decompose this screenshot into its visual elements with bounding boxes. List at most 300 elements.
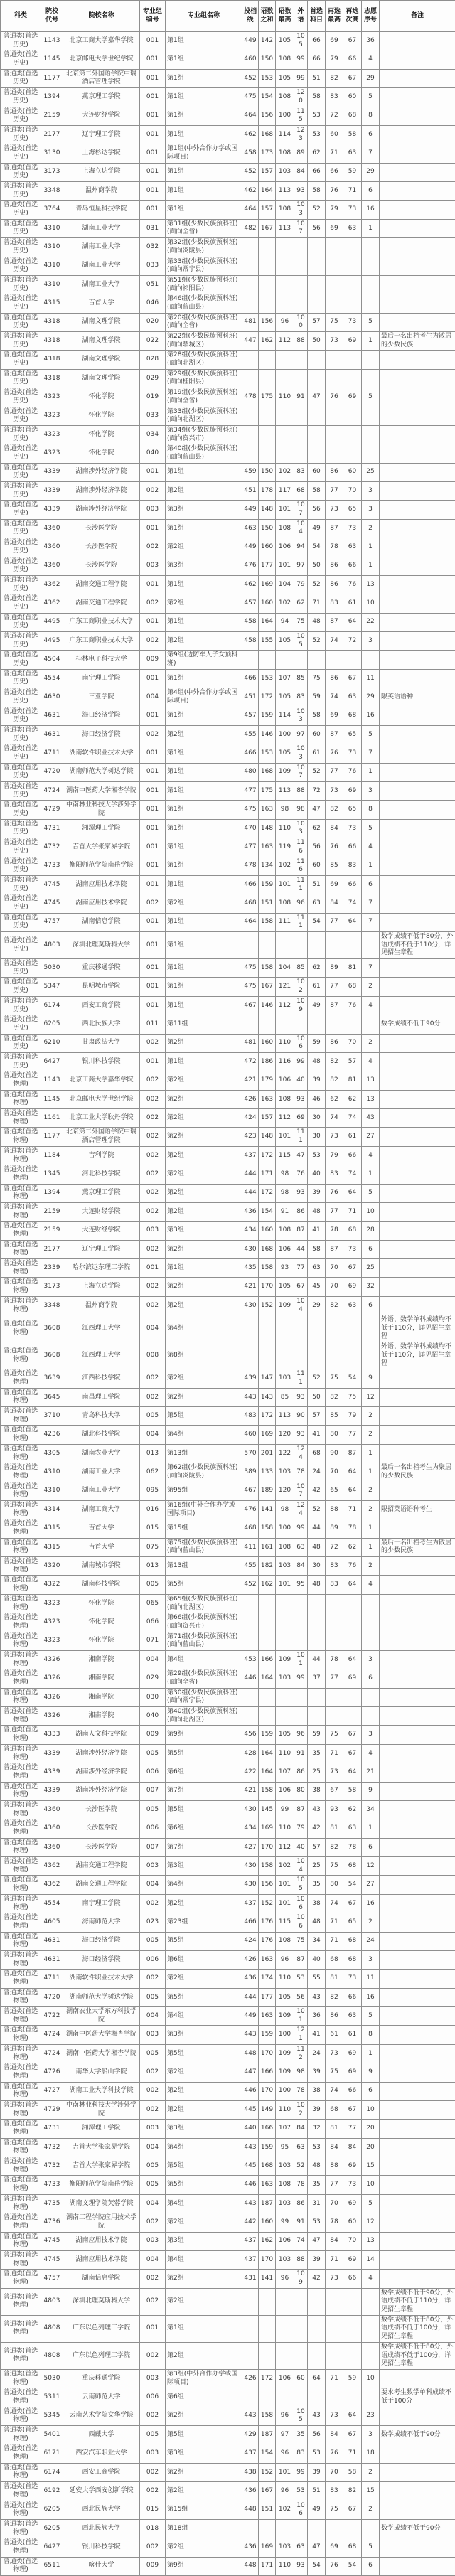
cell-first-subject-score: 35 [308, 1744, 326, 1763]
cell-chinese-math-max: 96 [276, 2444, 294, 2463]
cell-major-group-code: 022 [140, 332, 166, 351]
table-row [1, 88, 455, 107]
cell-admission-line: 445 [242, 2157, 259, 2176]
cell-first-subject-score: 35 [308, 2176, 326, 2194]
cell-college-code: 4630 [41, 688, 63, 707]
cell-remarks [380, 651, 455, 669]
cell-college-code: 4631 [41, 1950, 63, 1969]
cell-college-code: 3645 [41, 1388, 63, 1406]
cell-reselect-second-score: 58 [343, 2463, 362, 2481]
cell-college-name: 广东以色列理工学院 [63, 2342, 140, 2369]
cell-preference-order: 16 [362, 1988, 380, 2006]
cell-chinese-math-sum: 146 [259, 996, 276, 1015]
cell-first-subject-score: 60 [308, 463, 326, 481]
cell-college-name: 燕京理工学院 [63, 88, 140, 107]
cell-remarks [380, 1426, 455, 1444]
cell-college-name: 湖南应用技术学院 [63, 2250, 140, 2269]
cell-foreign-language: 106 [294, 1034, 308, 1052]
cell-college-name: 南昌理工学院 [63, 1388, 140, 1406]
cell-major-group-name: 第32组(少数民族预科班)(面向炎陵县) [166, 238, 242, 257]
cell-college-name: 西安工商学院 [63, 2463, 140, 2481]
cell-chinese-math-max: 112 [276, 332, 294, 351]
cell-major-group-name: 第4组 [166, 1876, 242, 1894]
cell-admission-line: 478 [242, 388, 259, 407]
cell-reselect-max-score: 60 [326, 125, 343, 144]
cell-major-group-code: 065 [140, 1594, 166, 1613]
cell-remarks [380, 1071, 455, 1090]
cell-major-group-code: 002 [140, 1090, 166, 1108]
table-row [1, 1857, 455, 1876]
cell-reselect-second-score: 77 [343, 1426, 362, 1444]
cell-major-group-name: 第18组 [166, 2519, 242, 2538]
cell-subject-category: 普通类(首选历史) [1, 744, 41, 763]
cell-subject-category: 普通类(首选物理) [1, 1278, 41, 1296]
cell-chinese-math-sum [259, 444, 276, 463]
cell-reselect-max-score [326, 407, 343, 425]
cell-chinese-math-sum: 145 [259, 1800, 276, 1819]
cell-chinese-math-sum: 152 [259, 2463, 276, 2481]
cell-chinese-math-max: 108 [276, 1222, 294, 1240]
cell-preference-order: 25 [362, 1259, 380, 1278]
cell-first-subject-score: 56 [308, 501, 326, 519]
cell-admission-line: 466 [242, 875, 259, 894]
cell-remarks [380, 1388, 455, 1406]
cell-major-group-code: 030 [140, 1688, 166, 1706]
table-row [1, 782, 455, 801]
cell-reselect-second-score: 69 [343, 388, 362, 407]
cell-major-group-code: 001 [140, 1259, 166, 1278]
cell-reselect-max-score: 76 [326, 2444, 343, 2463]
cell-chinese-math-max: 96 [276, 313, 294, 331]
cell-remarks [380, 763, 455, 781]
table-row [1, 857, 455, 875]
cell-college-code: 4724 [41, 2026, 63, 2044]
cell-reselect-second-score: 67 [343, 69, 362, 87]
table-row [1, 1296, 455, 1315]
cell-admission-line: 438 [242, 2463, 259, 2481]
cell-college-name: 温州商学院 [63, 1296, 140, 1315]
header-chinese-math-sum: 语数之和 [259, 1, 276, 32]
cell-college-code: 4732 [41, 2157, 63, 2176]
cell-subject-category: 普通类(首选物理) [1, 2538, 41, 2557]
cell-reselect-second-score: 67 [343, 669, 362, 688]
cell-admission-line: 447 [242, 332, 259, 351]
cell-foreign-language: 40 [294, 1071, 308, 1090]
table-row [1, 1444, 455, 1463]
cell-major-group-code: 001 [140, 88, 166, 107]
cell-admission-line: 464 [242, 201, 259, 219]
cell-major-group-code: 031 [140, 219, 166, 237]
cell-chinese-math-max: 110 [276, 1970, 294, 1988]
cell-major-group-code: 004 [140, 2007, 166, 2026]
cell-reselect-max-score: 88 [326, 2157, 343, 2176]
cell-college-code: 4745 [41, 875, 63, 894]
cell-remarks [380, 1296, 455, 1315]
cell-foreign-language: 87 [294, 1222, 308, 1240]
cell-major-group-code: 006 [140, 1763, 166, 1782]
cell-chinese-math-max: 105 [276, 1726, 294, 1744]
cell-first-subject-score [308, 257, 326, 275]
cell-first-subject-score: 41 [308, 2026, 326, 2044]
cell-major-group-code: 001 [140, 613, 166, 631]
cell-first-subject-score: 48 [308, 1052, 326, 1071]
cell-college-code: 4323 [41, 444, 63, 463]
cell-chinese-math-max: 111 [276, 913, 294, 931]
cell-subject-category: 普通类(首选物理) [1, 1857, 41, 1876]
cell-chinese-math-sum: 169 [259, 2538, 276, 2557]
cell-major-group-name: 第5组 [166, 1576, 242, 1594]
cell-preference-order: 2 [362, 1407, 380, 1426]
cell-subject-category: 普通类(首选物理) [1, 1932, 41, 1950]
cell-foreign-language: 98 [294, 2063, 308, 2082]
table-row [1, 978, 455, 996]
cell-college-name: 温州商学院 [63, 182, 140, 201]
cell-preference-order: 4 [362, 1744, 380, 1763]
cell-first-subject-score [308, 1707, 326, 1726]
table-row [1, 1240, 455, 1258]
cell-preference-order: 20 [362, 2138, 380, 2157]
cell-foreign-language: 63 [294, 1538, 308, 1556]
cell-college-code: 4326 [41, 1650, 63, 1669]
cell-college-code: 4362 [41, 1876, 63, 1894]
cell-college-name: 湖南交通工程学院 [63, 575, 140, 594]
table-row [1, 219, 455, 237]
cell-first-subject-score: 60 [308, 857, 326, 875]
cell-chinese-math-sum [259, 275, 276, 294]
cell-reselect-second-score: 73 [343, 819, 362, 838]
cell-reselect-max-score [326, 351, 343, 369]
cell-chinese-math-max: 105 [276, 1278, 294, 1296]
cell-subject-category: 普通类(首选历史) [1, 1052, 41, 1071]
cell-remarks [380, 2250, 455, 2269]
cell-admission-line: 437 [242, 2250, 259, 2269]
cell-preference-order: 7 [362, 894, 380, 913]
cell-admission-line: 449 [242, 32, 259, 50]
cell-foreign-language [294, 651, 308, 669]
cell-preference-order: 2 [362, 1500, 380, 1519]
cell-preference-order: 16 [362, 1894, 380, 1913]
cell-chinese-math-max: 108 [276, 201, 294, 219]
cell-college-name: 西安汽车职业大学 [63, 2444, 140, 2463]
cell-subject-category: 普通类(首选物理) [1, 2369, 41, 2388]
cell-college-code: 3173 [41, 1278, 63, 1296]
cell-admission-line [242, 444, 259, 463]
cell-reselect-second-score: 64 [343, 1763, 362, 1782]
cell-major-group-name: 第5组 [166, 1800, 242, 1819]
cell-major-group-name: 第2组 [166, 1240, 242, 1258]
cell-major-group-code: 002 [140, 2270, 166, 2288]
cell-admission-line: 437 [242, 2232, 259, 2250]
cell-preference-order: 11 [362, 669, 380, 688]
cell-major-group-name: 第20组(少数民族预科班)(面向全省) [166, 313, 242, 331]
cell-college-name: 北京工商大学嘉华学院 [63, 1071, 140, 1090]
cell-major-group-name: 第29组(少数民族预科班)(面向桂阳县) [166, 369, 242, 388]
cell-reselect-max-score [326, 2519, 343, 2538]
cell-chinese-math-sum [259, 2288, 276, 2315]
cell-chinese-math-max: 110 [276, 2100, 294, 2119]
cell-preference-order: 2 [362, 519, 380, 538]
cell-admission-line: 449 [242, 538, 259, 557]
cell-chinese-math-max: 105 [276, 69, 294, 87]
cell-subject-category: 普通类(首选历史) [1, 238, 41, 257]
cell-foreign-language: 77 [294, 1259, 308, 1278]
cell-college-name: 延安大学西安创新学院 [63, 2482, 140, 2501]
cell-admission-line: 470 [242, 819, 259, 838]
cell-admission-line: 476 [242, 1500, 259, 1519]
cell-foreign-language: 99 [294, 1519, 308, 1538]
cell-preference-order [362, 275, 380, 294]
cell-reselect-second-score: 76 [343, 996, 362, 1015]
cell-reselect-second-score: 76 [343, 575, 362, 594]
cell-reselect-max-score: 83 [326, 88, 343, 107]
cell-college-code: 4360 [41, 557, 63, 575]
cell-chinese-math-max: 105 [276, 688, 294, 707]
cell-major-group-name: 第9组(边防军人子女预科班) [166, 651, 242, 669]
cell-chinese-math-sum: 141 [259, 2270, 276, 2288]
cell-admission-line: 460 [242, 50, 259, 69]
cell-chinese-math-max [276, 2388, 294, 2407]
cell-chinese-math-max: 95 [276, 2138, 294, 2157]
cell-foreign-language: 83 [294, 463, 308, 481]
table-row [1, 538, 455, 557]
header-chinese-math-max: 语数最高 [276, 1, 294, 32]
cell-foreign-language [294, 1594, 308, 1613]
cell-first-subject-score: 71 [308, 594, 326, 613]
table-row [1, 294, 455, 313]
cell-major-group-code: 001 [140, 978, 166, 996]
cell-college-code: 4808 [41, 2342, 63, 2369]
cell-remarks [380, 2120, 455, 2138]
cell-major-group-name: 第2组 [166, 2538, 242, 2557]
cell-remarks [380, 632, 455, 651]
cell-reselect-second-score: 67 [343, 2426, 362, 2444]
cell-reselect-second-score: 70 [343, 482, 362, 501]
cell-college-code: 4757 [41, 913, 63, 931]
cell-major-group-code: 002 [140, 1128, 166, 1146]
cell-preference-order [362, 2288, 380, 2315]
cell-college-code: 4236 [41, 1426, 63, 1444]
cell-chinese-math-max: 103 [276, 1669, 294, 1688]
cell-foreign-language [294, 2315, 308, 2342]
cell-major-group-name: 第4组 [166, 1426, 242, 1444]
cell-college-code: 4310 [41, 1482, 63, 1500]
cell-preference-order [362, 294, 380, 313]
cell-reselect-max-score [326, 932, 343, 959]
cell-remarks [380, 369, 455, 388]
cell-major-group-code: 040 [140, 1707, 166, 1726]
cell-college-code: 5347 [41, 978, 63, 996]
cell-major-group-code: 002 [140, 1109, 166, 1128]
cell-foreign-language: 103 [294, 819, 308, 838]
cell-subject-category: 普通类(首选物理) [1, 2519, 41, 2538]
cell-major-group-code: 001 [140, 182, 166, 201]
cell-reselect-max-score: 73 [326, 1128, 343, 1146]
table-row [1, 2213, 455, 2232]
cell-college-name: 长沙医学院 [63, 538, 140, 557]
cell-preference-order: 9 [362, 1369, 380, 1388]
cell-subject-category: 普通类(首选物理) [1, 2176, 41, 2194]
cell-subject-category: 普通类(首选历史) [1, 1034, 41, 1052]
cell-major-group-name: 第33组(少数民族预科班)(面向常宁县) [166, 257, 242, 275]
table-row [1, 2138, 455, 2157]
cell-chinese-math-sum: 178 [259, 482, 276, 501]
cell-subject-category: 普通类(首选历史) [1, 875, 41, 894]
table-row [1, 1576, 455, 1594]
cell-college-code: 4733 [41, 857, 63, 875]
cell-subject-category: 普通类(首选物理) [1, 2482, 41, 2501]
cell-chinese-math-max: 101 [276, 1576, 294, 1594]
cell-college-code: 4339 [41, 463, 63, 481]
cell-major-group-code: 040 [140, 444, 166, 463]
cell-college-name: 云南艺术学院文华学院 [63, 2407, 140, 2425]
cell-foreign-language: 93 [294, 182, 308, 201]
cell-major-group-code: 018 [140, 2519, 166, 2538]
cell-reselect-max-score [326, 2388, 343, 2407]
cell-college-code: 4305 [41, 1444, 63, 1463]
cell-college-code: 4333 [41, 1726, 63, 1744]
cell-remarks [380, 819, 455, 838]
cell-preference-order: 1 [362, 1519, 380, 1538]
cell-reselect-second-score: 68 [343, 1950, 362, 1969]
cell-chinese-math-max: 98 [276, 801, 294, 819]
cell-major-group-code: 002 [140, 2100, 166, 2119]
cell-college-name: 西安工商学院 [63, 996, 140, 1015]
cell-first-subject-score [308, 1015, 326, 1034]
cell-college-code: 1184 [41, 1146, 63, 1165]
cell-college-code: 4310 [41, 1463, 63, 1482]
cell-preference-order: 3 [362, 632, 380, 651]
cell-chinese-math-sum: 133 [259, 1463, 276, 1482]
cell-major-group-name: 第1组 [166, 959, 242, 978]
cell-major-group-code: 033 [140, 257, 166, 275]
cell-college-code: 4495 [41, 613, 63, 631]
table-row [1, 238, 455, 257]
cell-first-subject-score: 48 [308, 1538, 326, 1556]
cell-subject-category: 普通类(首选物理) [1, 2270, 41, 2288]
cell-major-group-name: 第51组(少数民族预科班)(面向祁阳县) [166, 275, 242, 294]
cell-reselect-second-score: 63 [343, 1296, 362, 1315]
cell-foreign-language: 69 [294, 1109, 308, 1128]
cell-major-group-name: 第1组 [166, 996, 242, 1015]
cell-admission-line: 476 [242, 557, 259, 575]
cell-preference-order: 13 [362, 1071, 380, 1090]
cell-major-group-name: 第2组 [166, 1109, 242, 1128]
cell-remarks [380, 782, 455, 801]
cell-major-group-code: 001 [140, 819, 166, 838]
cell-college-name: 喀什大学 [63, 2557, 140, 2575]
cell-remarks: 限招英语语种考生 [380, 1500, 455, 1519]
cell-chinese-math-sum: 157 [259, 163, 276, 181]
cell-college-code: 4720 [41, 763, 63, 781]
cell-chinese-math-max: 91 [276, 1202, 294, 1221]
cell-major-group-name: 第2组 [166, 894, 242, 913]
cell-chinese-math-sum: 148 [259, 1128, 276, 1146]
cell-major-group-code: 003 [140, 2026, 166, 2044]
table-row [1, 763, 455, 781]
cell-chinese-math-max: 103 [276, 2538, 294, 2557]
cell-chinese-math-sum: 150 [259, 519, 276, 538]
table-row [1, 1342, 455, 1369]
cell-chinese-math-sum [259, 651, 276, 669]
cell-chinese-math-max: 106 [276, 1240, 294, 1258]
cell-foreign-language: 99 [294, 2463, 308, 2481]
cell-major-group-name: 第1组 [166, 744, 242, 763]
cell-reselect-max-score: 72 [326, 1538, 343, 1556]
cell-first-subject-score: 40 [308, 1165, 326, 1184]
cell-admission-line: 468 [242, 894, 259, 913]
cell-college-code: 1345 [41, 1165, 63, 1184]
cell-reselect-max-score: 75 [326, 2501, 343, 2519]
cell-first-subject-score: 56 [308, 2426, 326, 2444]
cell-admission-line: 466 [242, 1913, 259, 1932]
cell-remarks [380, 163, 455, 181]
cell-chinese-math-max: 103 [276, 2194, 294, 2213]
table-row [1, 1650, 455, 1669]
cell-first-subject-score: 39 [308, 2063, 326, 2082]
cell-reselect-second-score: 65 [343, 801, 362, 819]
cell-reselect-second-score: 65 [343, 501, 362, 519]
cell-subject-category: 普通类(首选历史) [1, 669, 41, 688]
cell-college-code: 1143 [41, 1071, 63, 1090]
cell-reselect-max-score: 90 [326, 1444, 343, 1463]
cell-college-name: 湘潭理工学院 [63, 819, 140, 838]
cell-chinese-math-sum [259, 1613, 276, 1632]
cell-major-group-name: 第46组(少数民族预科班)(面向蓝山县) [166, 294, 242, 313]
cell-remarks [380, 2044, 455, 2063]
cell-college-name: 青岛科技大学 [63, 1407, 140, 1426]
cell-chinese-math-sum [259, 238, 276, 257]
cell-college-code: 5030 [41, 959, 63, 978]
cell-chinese-math-max: 101 [276, 1128, 294, 1146]
cell-college-name: 甘肃政法大学 [63, 1034, 140, 1052]
cell-foreign-language: 88 [294, 782, 308, 801]
cell-major-group-code: 001 [140, 32, 166, 50]
cell-subject-category: 普通类(首选历史) [1, 613, 41, 631]
cell-reselect-max-score: 71 [326, 1744, 343, 1763]
cell-admission-line: 458 [242, 632, 259, 651]
cell-admission-line: 436 [242, 1970, 259, 1988]
cell-college-code: 6205 [41, 2501, 63, 2519]
cell-subject-category: 普通类(首选物理) [1, 1988, 41, 2006]
cell-college-name: 海口经济学院 [63, 707, 140, 725]
cell-remarks [380, 996, 455, 1015]
cell-preference-order: 10 [362, 2176, 380, 2194]
cell-chinese-math-max: 106 [276, 1071, 294, 1090]
cell-reselect-max-score: 69 [326, 219, 343, 237]
cell-college-name: 长沙医学院 [63, 1819, 140, 1838]
cell-chinese-math-max: 109 [276, 1650, 294, 1669]
cell-major-group-name: 第2组 [166, 1034, 242, 1052]
cell-major-group-name: 第1组 [166, 1259, 242, 1278]
cell-admission-line: 452 [242, 163, 259, 181]
cell-major-group-code: 051 [140, 275, 166, 294]
cell-first-subject-score: 57 [308, 1838, 326, 1856]
table-row [1, 501, 455, 519]
cell-reselect-second-score: 63 [343, 219, 362, 237]
cell-remarks [380, 2138, 455, 2157]
cell-college-name: 湖南交通工程学院 [63, 1857, 140, 1876]
cell-college-code: 4554 [41, 669, 63, 688]
cell-chinese-math-max: 108 [276, 1090, 294, 1108]
cell-subject-category: 普通类(首选历史) [1, 782, 41, 801]
cell-preference-order: 6 [362, 875, 380, 894]
cell-preference-order: 8 [362, 801, 380, 819]
cell-reselect-second-score: 62 [343, 1800, 362, 1819]
cell-chinese-math-max [276, 351, 294, 369]
cell-subject-category: 普通类(首选历史) [1, 313, 41, 331]
cell-first-subject-score: 61 [308, 978, 326, 996]
cell-college-code: 4362 [41, 575, 63, 594]
